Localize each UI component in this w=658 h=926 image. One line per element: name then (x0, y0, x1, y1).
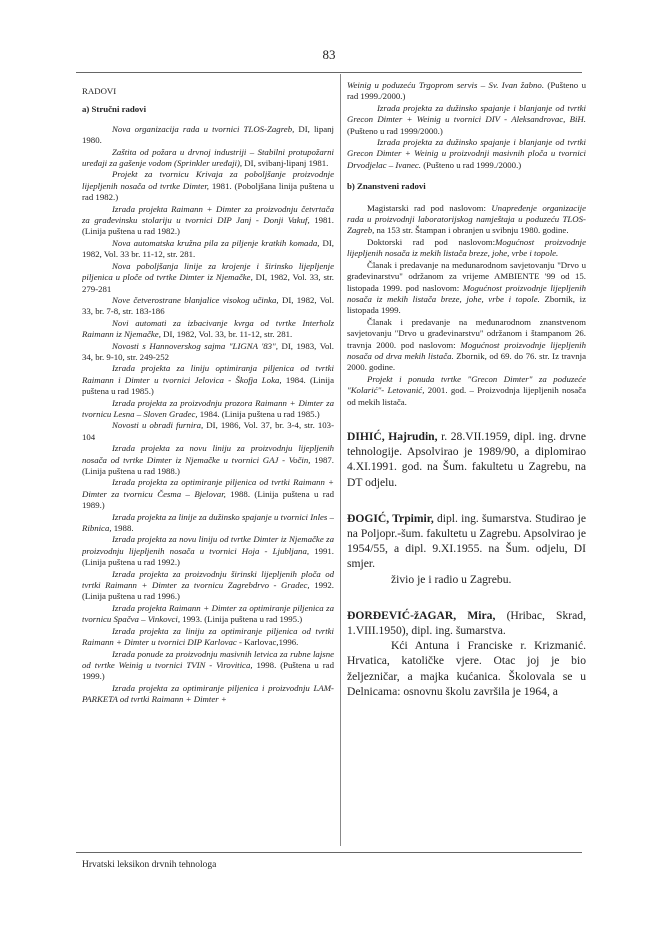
bio-name: DIHIĆ, Hajrudin, (347, 429, 438, 443)
scientific-work-title: Unapređenje organizacije rada u proizvodnji laboratorijskog namještaja u poduzeću TLOS-Zagreb, (347, 202, 586, 236)
reference-title: Izrada ponude za proizvodnju masivnih letvica za rubne lajsne od tvrtke Weinig u tvornici TVIN - Virovitica, (82, 648, 334, 670)
scientific-work-item (347, 237, 586, 260)
reference-item (82, 261, 334, 295)
reference-item (82, 147, 334, 170)
reference-item (82, 649, 334, 683)
reference-details: 1991. (Linija puštena u rad 1992.) (82, 545, 334, 568)
reference-item (82, 398, 334, 421)
reference-details: 1992. (Linija puštena u rad 1996.) (82, 580, 334, 602)
reference-details: 1981. (Linija puštena u rad 1982.) (82, 215, 334, 237)
reference-item (82, 683, 334, 706)
bio-entry-dordevic-extra: Kći Antuna i Franciske r. Krizmanić. Hrvatica, katoličke vjere. Otac joj je bio željezničar, a majka kućanica. Školovala se u Delnicama: osnovnu školu završila je 1964, a (347, 639, 586, 698)
reference-item (82, 569, 334, 603)
reference-title: Izrada projekta za optimiranje piljenica i proizvodnju LAM-PARKETA od tvrtki Raimann + Dimter + (82, 682, 334, 705)
reference-title: Nova automatska kružna pila za piljenje kratkih komada, (112, 237, 320, 248)
left-column (82, 86, 334, 848)
reference-item (82, 420, 334, 443)
reference-title: Izrada projekta za proizvodnju prozora Raimann + Dimter za tvornicu Lesna – Sloven Gradec, (82, 397, 334, 419)
reference-details: (Pušteno u rad 1999./2000.) (421, 159, 522, 170)
scientific-work-title: Mogućnost proizvodnje lijepljenih nosača od drva mekih listača. (347, 339, 586, 361)
bio-name: ĐORĐEVIĆ-žAGAR, Mira, (347, 608, 496, 622)
reference-item (82, 204, 334, 238)
reference-title: Izrada projekta za proizvodnju širinski lijepljenih ploča od tvrtki Raimann + Dimter za tvornicu Zagrebdrvo - Gradec, (82, 568, 334, 591)
reference-item (82, 477, 334, 511)
reference-details: DI, 1983, Vol. 34, br. 9-10, str. 249-252 (82, 340, 334, 362)
reference-title: Nova organizacija rada u tvornici TLOS-Zagreb, (112, 123, 295, 134)
scientific-work-title: Mogućnost proizvodnje lijepljenih nosača iz mekih listača breze, johe, vrbe i topole. (347, 236, 586, 259)
reference-details: DI, 1986, Vol. 37, br. 3-4, str. 103-104 (82, 420, 334, 442)
scientific-work-item (347, 374, 586, 408)
reference-item (82, 169, 334, 203)
scientific-work-item (347, 317, 586, 374)
reference-item (82, 603, 334, 626)
reference-details: 1988. (Linija puštena u rad 1989.) (82, 488, 334, 511)
scientific-work-title: Mogućnost proizvodnje lijepljenih nosača iz mekih listača breze, johe, vrbe i topole. (347, 282, 586, 304)
reference-details: DI, 1982, Vol. 33, br. 7-8, str. 183-186 (82, 294, 334, 317)
footer: Hrvatski leksikon drvnih tehnologa (82, 860, 217, 870)
reference-details: Karlovac,1996. (241, 637, 299, 648)
subheading-strucni-radovi: a) Stručni radovi (82, 104, 147, 115)
reference-details: 1981. (Poboljšana linija puštena u rad 1982.) (82, 180, 334, 203)
reference-title: Izrada projekta Raimann + Dimter za optimiranje piljenica za tvornicu Spačva – Vinkovci, (82, 602, 334, 625)
reference-item (347, 80, 586, 103)
strucni-radovi-continued (347, 80, 586, 171)
reference-title: Izrada projekta za dužinsko spajanje i blanjanje od tvrtki Grecon Dimter + Weinig u tvornici DIV - Aleksandrovac, BiH. (347, 102, 586, 125)
reference-details: 1988. (111, 523, 134, 534)
bio-entry-dogic: ĐOGIĆ, Trpimir, dipl. ing. šumarstva. Studirao je na Poljopr.-šum. fakultetu u Zagrebu. Apsolvirao je 1954/55, a dipl. 9.XI.1955. na Šum. odjelu, DI smjer. (347, 511, 586, 571)
reference-item (82, 626, 334, 649)
bio-entry-dogic-extra: živio je i radio u Zagrebu. (391, 572, 512, 586)
reference-item (347, 103, 586, 137)
reference-title: Izrada projekta za novu liniju za proizvodnju lijepljenih nosača od tvrtke Dimter iz Njemačke u tvornici GAJ - Vočin, (82, 443, 334, 465)
reference-item (82, 341, 334, 364)
reference-details: 1993. (Linija puštena u rad 1995.) (180, 614, 303, 625)
reference-details: DI, 1982, Vol. 33, str. 279-281 (82, 272, 334, 294)
reference-title: Izrada projekta za liniju za optimiranje piljenica od tvrtki Raimann + Dimter u tvornici DIP Karlovac - (82, 625, 334, 648)
reference-title: Zaštita od požara u drvnoj industriji – Stabilni protupožarni uređaji za gašenje vodom (Sprinkler uređaji), (82, 146, 334, 169)
znanstveni-radovi-list (347, 203, 586, 408)
reference-title: Izrada projekta za linije za dužinsko spajanje u tvornici Inles – Ribnica, (82, 511, 334, 534)
reference-item (82, 238, 334, 261)
scientific-work-intro: Magistarski rad pod naslovom: (367, 202, 492, 213)
reference-details: 1984. (Linija puštena u rad 1985.) (197, 408, 320, 419)
scientific-work-intro: Doktorski rad pod naslovom: (367, 236, 496, 247)
top-rule (76, 72, 582, 73)
reference-title: Nove četverostrane blanjalice visokog učinka, (112, 294, 279, 305)
reference-title: Novi automati za izbacivanje kvrga od tvrtke Interholz Raimann iz Njemačke, (82, 317, 334, 340)
reference-item (82, 512, 334, 535)
reference-details: 1998. (Puštena u rad 1999.) (82, 659, 334, 682)
reference-title: Novosti u obradi furnira, (112, 420, 204, 431)
reference-title: Izrada projekta za dužinsko spajanje i blanjanje od tvrtki Grecon Dimter + Weinig u proizvodnji masivnih ploča u tvornici Drvodjelac – Ivanec. (347, 137, 586, 170)
reference-title: Izrada projekta Raimann + Dimter za proizvodnju četvrtača za građevinsku stolariju u tvornici DIP Janj - Donji Vakuf, (82, 203, 334, 226)
reference-item (347, 137, 586, 171)
reference-details: 1987. (Linija puštena u rad 1988.) (82, 454, 334, 476)
reference-title: Izrada projekta za novu liniju od tvrtke Dimter iz Njemačke za proizvodnju lijepljenih nosača u tvornici Hoja - Ljubljana, (82, 534, 334, 556)
reference-title: Izrada projekta za liniju optimiranja piljenica od tvrtki Raimann i Dimter u tvornici Jelovica - Škofja Loka, (82, 363, 334, 385)
scientific-work-title: Projekt i ponuda tvrtke "Grecon Dimter" za poduzeće "Kolarić"- Letovanić, (347, 373, 586, 396)
reference-details: DI, lipanj 1980. (82, 123, 334, 146)
reference-item (82, 318, 334, 341)
scientific-work-details: Zbornik, iz listopada 1999. (347, 293, 586, 316)
reference-item (82, 443, 334, 477)
reference-details: (Pušteno u rad 1999./2000.) (347, 80, 586, 102)
column-divider (340, 74, 341, 846)
reference-details: 1984. (Linija puštena u rad 1985.) (82, 374, 334, 397)
reference-item (82, 295, 334, 318)
bottom-rule (76, 852, 582, 853)
reference-details: DI, 1982, Vol. 33 br. 11-12, str. 281. (82, 237, 334, 260)
scientific-work-item (347, 203, 586, 237)
scientific-work-item (347, 260, 586, 317)
right-column (347, 80, 586, 848)
reference-details: DI, 1982, Vol. 33, br. 11-12, str. 281. (160, 329, 293, 340)
bio-entry-dihic: DIHIĆ, Hajrudin, r. 28.VII.1959, dipl. ing. drvne tehnologije. Apsolvirao je 1989/90, a diplomirao 4.XI.1991. god. na Šum. fakultetu u Zagrebu, na DT odjelu. (347, 429, 586, 489)
scientific-work-details: na 153 str. Štampan i obranjen u svibnju 1980. godine. (374, 225, 569, 236)
strucni-radovi-list (82, 124, 334, 706)
reference-details: (Pušteno u rad 1999/2000.) (347, 125, 443, 136)
reference-item (82, 363, 334, 397)
reference-title: Izrada projekta za optimiranje piljenica od tvrtki Raimann + Dimter za tvornicu Česma – Bjelovar, (82, 477, 334, 499)
scientific-work-intro: Članak i predavanje na međunarodnom znanstvenom savjetovanju "Drvo u građevinarstvu" održanom i štampanom 26. travnja 2000. pod naslovom: (347, 316, 586, 350)
reference-item (82, 124, 334, 147)
bio-name: ĐOGIĆ, Trpimir, (347, 511, 434, 525)
scientific-work-details: Zbornik, od 69. do 76. str. Iz travnja 2000. godine. (347, 350, 586, 373)
reference-title: Projekt za tvornicu Krivaja za poboljšanje proizvodnje lijepljenih nosača od tvrtke Dimter, (82, 169, 334, 191)
section-heading-radovi: RADOVI (82, 86, 117, 96)
reference-title: Novosti s Hannoverskog sajma "LIGNA '83", (112, 340, 278, 351)
scientific-work-details: 2001. god. – Proizvodnja lijepljenih nosača od mekih listača. (347, 385, 586, 407)
reference-title: Nova poboljšanja linije za krojenje i širinsko lijepljenje piljenica u ploče od tvrtke Dimter iz Njemačke, (82, 260, 334, 283)
subheading-znanstveni-radovi: b) Znanstveni radovi (347, 181, 426, 192)
reference-details: DI, svibanj-lipanj 1981. (242, 158, 329, 169)
page-number: 83 (322, 47, 336, 62)
scientific-work-intro: Članak i predavanje na međunarodnom savjetovanju "Drvo u građevinarstvu" održanom za vrijeme AMBIENTE '99 od 15. listopada 1999. pod naslovom: (347, 259, 586, 293)
bio-entry-dordevic: ĐORĐEVIĆ-žAGAR, Mira, (Hribac, Skrad, 1.VIII.1950), dipl. ing. šumarstva. (347, 608, 586, 637)
reference-item (82, 534, 334, 568)
reference-title: Weinig u poduzeću Trgoprom servis – Sv. Ivan žabno. (347, 80, 545, 90)
